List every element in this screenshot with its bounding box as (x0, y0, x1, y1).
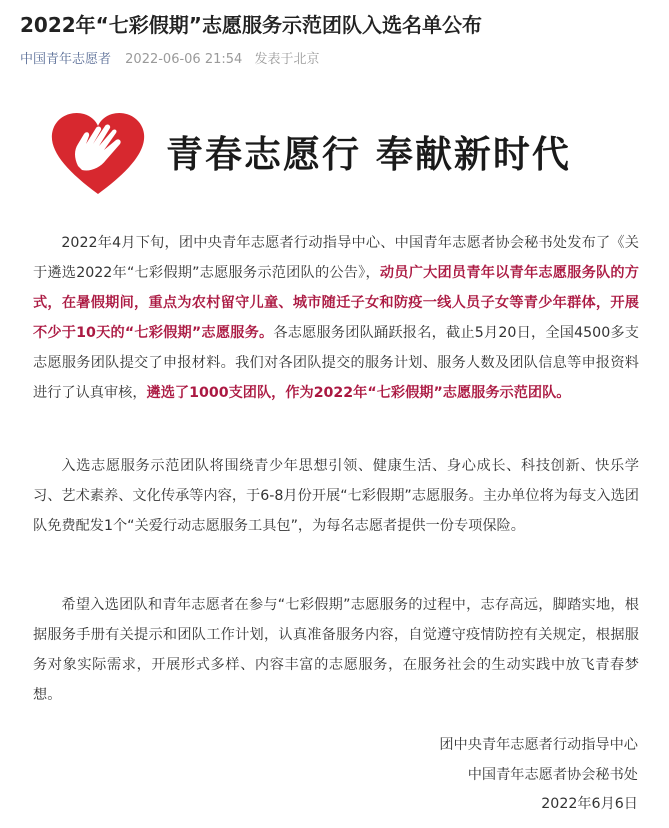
paragraph-1-text-b: 各志愿服务团队踊跃报名，截止5月20日，全国4500多支志愿服务团队提交了申报材料。我们对各团队提交的服务计划、服务人数及团队信息等申报资料进行了认真审核， (33, 325, 639, 401)
signature-org-1: 团中央青年志愿者行动指导中心 (439, 737, 638, 753)
publish-location: 发表于北京 (254, 52, 320, 67)
slogan-banner (48, 110, 628, 196)
body-paragraph-2: 入选志愿服务示范团队将围绕青少年思想引领、健康生活、身心成长、科技创新、快乐学习、艺术素养、文化传承等内容，于6-8月份开展“七彩假期”志愿服务。主办单位将为每支入选团队免费配发1个“关爱行动志愿服务工具包”，为每名志愿者提供一份专项保险。 (33, 458, 639, 534)
account-name-link[interactable]: 中国青年志愿者 (20, 52, 112, 67)
paragraph-1-highlight-a: 动员广大团员青年以青年志愿服务队的方式，在暑假期间，重点为农村留守儿童、城市随迁子女和防疫一线人员子女等青少年群体，开展不少于10天的“七彩假期”志愿服务。 (33, 265, 639, 341)
banner-slogan: 青春志愿行 奉献新时代 (166, 132, 571, 176)
article-title: 2022年“七彩假期”志愿服务示范团队入选名单公布 (20, 13, 482, 37)
signature-org-2: 中国青年志愿者协会秘书处 (467, 767, 638, 783)
body-paragraph-1 (33, 228, 639, 408)
body-paragraph-3: 希望入选团队和青年志愿者在参与“七彩假期”志愿服务的过程中，志存高远，脚踏实地，根据服务手册有关提示和团队工作计划，认真准备服务内容，自觉遵守疫情防控有关规定，根据服务对象实际需求，开展形式多样、内容丰富的志愿服务，在服务社会的生动实践中放飞青春梦想。 (33, 597, 639, 703)
article-meta (20, 51, 319, 69)
volunteer-heart-hand-logo-icon (48, 110, 148, 196)
signature-date: 2022年6月6日 (541, 796, 638, 812)
publish-datetime: 2022-06-06 21:54 (125, 52, 243, 67)
paragraph-1-text-a: 2022年4月下旬，团中央青年志愿者行动指导中心、中国青年志愿者协会秘书处发布了《关于遴选2022年“七彩假期”志愿服务示范团队的公告》， (33, 235, 639, 281)
paragraph-1-highlight-b: 遴选了1000支团队，作为2022年“七彩假期”志愿服务示范团队。 (146, 385, 571, 401)
